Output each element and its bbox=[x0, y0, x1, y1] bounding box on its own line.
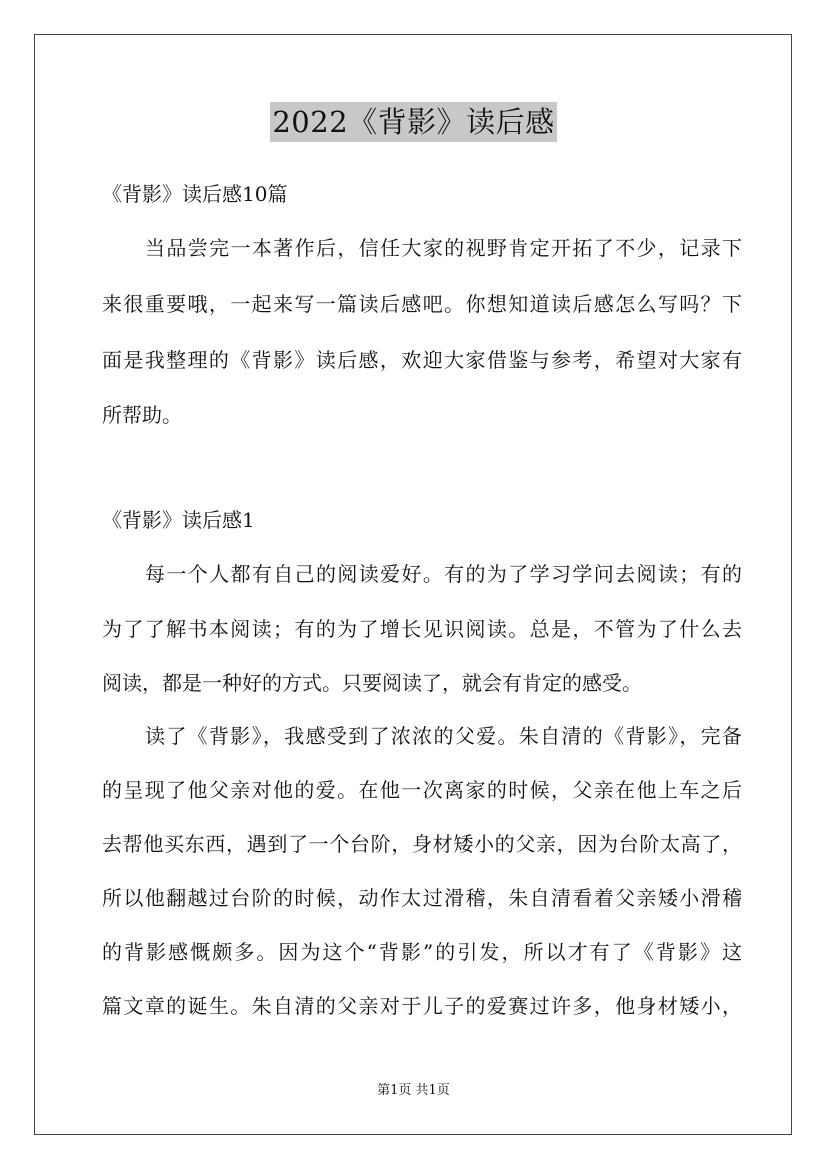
page-footer: 第1页 共1页 bbox=[377, 1083, 450, 1098]
intro-line-2: 来很重要哦，一起来写一篇读后感吧。你想知道读后感怎么写吗？下 bbox=[102, 292, 742, 316]
para2-line-1: 读了《背影》，我感受到了浓浓的父爱。朱自清的《背影》，完备 bbox=[145, 724, 742, 748]
para2-line-2: 的呈现了他父亲对他的爱。在他一次离家的时候，父亲在他上车之后 bbox=[102, 778, 742, 802]
para2-line-3: 去帮他买东西，遇到了一个台阶，身材矮小的父亲，因为台阶太高了， bbox=[102, 832, 742, 856]
intro-line-1: 当品尝完一本著作后，信任大家的视野肯定开拓了不少，记录下 bbox=[145, 236, 742, 260]
para1-line-3: 阅读，都是一种好的方式。只要阅读了，就会有肯定的感受。 bbox=[102, 671, 642, 695]
para2-line-5: 的背影感慨颇多。因为这个“背影”的引发，所以才有了《背影》这 bbox=[102, 940, 742, 964]
intro-line-4: 所帮助。 bbox=[102, 403, 182, 427]
para1-line-2: 为了了解书本阅读；有的为了增长见识阅读。总是，不管为了什么去 bbox=[102, 617, 742, 641]
document-title: 2022《背影》读后感 bbox=[270, 102, 556, 142]
para1-line-1: 每一个人都有自己的阅读爱好。有的为了学习学问去阅读；有的 bbox=[145, 562, 742, 586]
section-heading: 《背影》读后感1 bbox=[102, 508, 255, 532]
para2-line-4: 所以他翻越过台阶的时候，动作太过滑稽，朱自清看着父亲矮小滑稽 bbox=[102, 886, 742, 910]
document-subtitle: 《背影》读后感10篇 bbox=[102, 182, 288, 206]
para2-line-6: 篇文章的诞生。朱自清的父亲对于儿子的爱赛过许多，他身材矮小， bbox=[102, 994, 742, 1018]
title-container bbox=[0, 102, 827, 142]
intro-line-3: 面是我整理的《背影》读后感，欢迎大家借鉴与参考，希望对大家有 bbox=[102, 348, 742, 372]
